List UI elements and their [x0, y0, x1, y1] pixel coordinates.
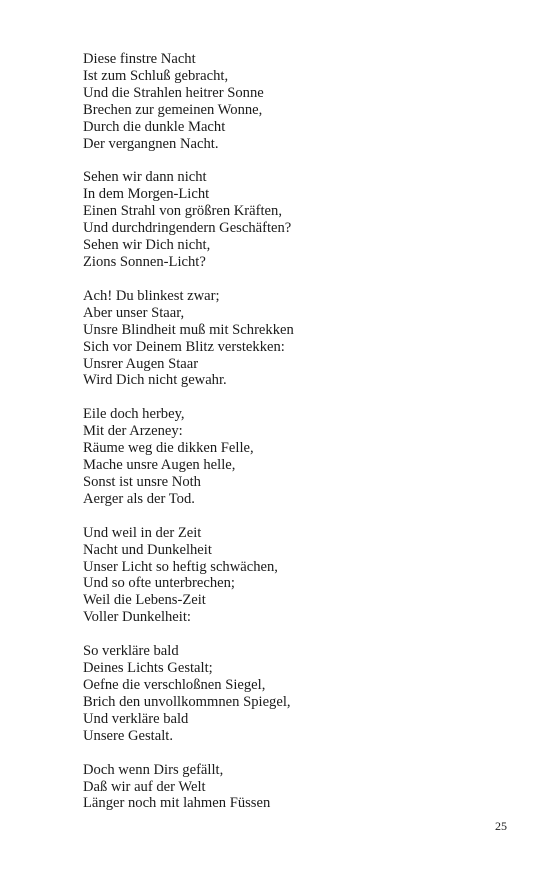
poem-line: Wird Dich nicht gewahr.: [83, 372, 227, 389]
poem-line: Und die Strahlen heitrer Sonne: [83, 84, 264, 101]
stanza-7: [83, 762, 503, 813]
stanza-3: [83, 288, 503, 389]
poem-line: Unsre Blindheit muß mit Schrekken: [83, 321, 294, 338]
poem-line: In dem Morgen-Licht: [83, 186, 210, 203]
poem-line: Voller Dunkelheit:: [83, 609, 191, 626]
poem-line: Unsrer Augen Staar: [83, 355, 199, 372]
poem-line: Weil die Lebens-Zeit: [83, 592, 206, 609]
poem-line: Sich vor Deinem Blitz verstekken:: [83, 338, 285, 355]
stanza-5: [83, 525, 503, 626]
poem-line: Ach! Du blinkest zwar;: [83, 287, 220, 304]
poem-line: Aber unser Staar,: [83, 304, 185, 321]
poem-line: Sehen wir Dich nicht,: [83, 237, 211, 254]
poem-line: Und verkläre bald: [83, 710, 189, 727]
poem-line: Brechen zur gemeinen Wonne,: [83, 101, 263, 118]
poem-line: So verkläre bald: [83, 643, 179, 660]
poem-line: Und so ofte unterbrechen;: [83, 575, 235, 592]
poem-line: Deines Lichts Gestalt;: [83, 660, 213, 677]
poem-line: Und durchdringendern Geschäften?: [83, 220, 292, 237]
poem-line: Unser Licht so heftig schwächen,: [83, 558, 278, 575]
stanza-2: [83, 169, 503, 270]
poem-line: Räume weg die dikken Felle,: [83, 440, 254, 457]
poem-line: Und weil in der Zeit: [83, 524, 202, 541]
poem-line: Brich den unvollkommnen Spiegel,: [83, 693, 291, 710]
poem-line: Aerger als der Tod.: [83, 490, 195, 507]
poem-line: Oefne die verschloßnen Siegel,: [83, 677, 266, 693]
poem-line: Nacht und Dunkelheit: [83, 541, 212, 558]
poem-line: Durch die dunkle Macht: [83, 118, 226, 135]
poem-line: Diese finstre Nacht: [83, 51, 196, 67]
poem-line: Sonst ist unsre Noth: [83, 473, 201, 490]
poem-line: Sehen wir dann nicht: [83, 169, 207, 186]
poem-line: Mit der Arzeney:: [83, 423, 183, 440]
poem-line: Daß wir auf der Welt: [83, 778, 206, 795]
poem-line: Unsere Gestalt.: [83, 727, 173, 744]
page-number: 25: [495, 819, 507, 833]
poem-line: Ist zum Schluß gebracht,: [83, 67, 229, 84]
poem-line: Mache unsre Augen helle,: [83, 457, 236, 474]
stanza-1: [83, 51, 503, 152]
poem-line: Zions Sonnen-Licht?: [83, 253, 206, 270]
stanza-4: [83, 406, 503, 507]
poem: [83, 51, 503, 829]
poem-line: Eile doch herbey,: [83, 406, 185, 423]
poem-line: Länger noch mit lahmen Füssen: [83, 795, 271, 812]
stanza-6: [83, 643, 503, 744]
poem-line: Doch wenn Dirs gefällt,: [83, 761, 224, 778]
poem-line: Einen Strahl von größren Kräften,: [83, 203, 282, 220]
poem-line: Der vergangnen Nacht.: [83, 135, 219, 152]
